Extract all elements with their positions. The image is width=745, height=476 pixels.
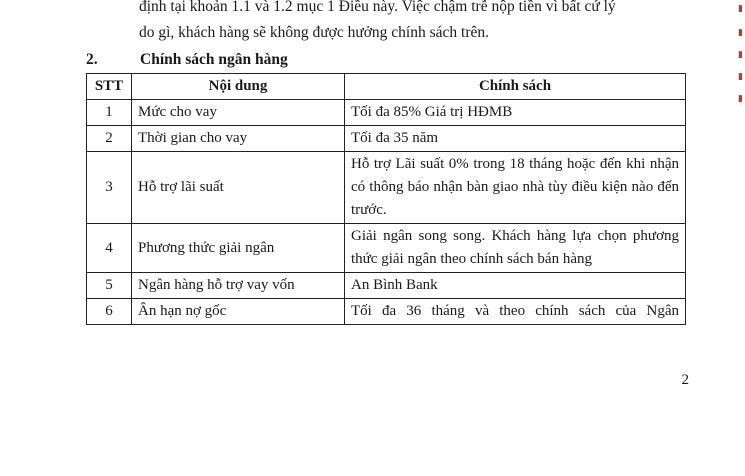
row-policy: Tối đa 35 năm bbox=[345, 126, 686, 152]
table-row bbox=[87, 299, 686, 325]
table-row bbox=[87, 273, 686, 299]
intro-line-2: do gì, khách hàng sẽ không được hưởng chính sách trên. bbox=[139, 24, 490, 41]
row-policy: Hỗ trợ Lãi suất 0% trong 18 tháng hoặc đến khi nhận có thông báo nhận bàn giao nhà tùy điều kiện nào đến trước. bbox=[345, 152, 686, 224]
section-number: 2. bbox=[86, 51, 98, 68]
section-title: Chính sách ngân hàng bbox=[140, 51, 288, 68]
row-stt: 3 bbox=[87, 152, 132, 224]
row-stt: 1 bbox=[87, 100, 132, 126]
header-content: Nội dung bbox=[132, 74, 345, 100]
row-content: Phương thức giải ngân bbox=[132, 224, 345, 273]
row-stt: 4 bbox=[87, 224, 132, 273]
row-policy: Tối đa 36 tháng và theo chính sách của Ngân bbox=[345, 299, 686, 325]
table-row bbox=[87, 224, 686, 273]
page-number: 2 bbox=[681, 372, 689, 388]
row-policy: Giải ngân song song. Khách hàng lựa chọn phương thức giải ngân theo chính sách bán hàng bbox=[345, 224, 686, 273]
section-heading bbox=[86, 51, 288, 69]
row-content: Ngân hàng hỗ trợ vay vốn bbox=[132, 273, 345, 299]
table-row bbox=[87, 126, 686, 152]
row-policy: Tối đa 85% Giá trị HĐMB bbox=[345, 100, 686, 126]
table-header-row bbox=[87, 74, 686, 100]
row-content: Mức cho vay bbox=[132, 100, 345, 126]
header-policy: Chính sách bbox=[345, 74, 686, 100]
intro-paragraph bbox=[139, 0, 699, 46]
table-row bbox=[87, 100, 686, 126]
intro-line-1: định tại khoản 1.1 và 1.2 mục 1 Điều này. Việc chậm trễ nộp tiền vì bất cứ lý bbox=[139, 0, 616, 15]
bank-policy-table bbox=[86, 73, 686, 325]
row-stt: 5 bbox=[87, 273, 132, 299]
stamp-edge-mark: ▮ ▮ ▮ ▮ ▮ bbox=[738, 4, 743, 104]
table-row bbox=[87, 152, 686, 224]
row-content: Hỗ trợ lãi suất bbox=[132, 152, 345, 224]
header-stt: STT bbox=[87, 74, 132, 100]
row-content: Ân hạn nợ gốc bbox=[132, 299, 345, 325]
row-stt: 6 bbox=[87, 299, 132, 325]
row-stt: 2 bbox=[87, 126, 132, 152]
row-content: Thời gian cho vay bbox=[132, 126, 345, 152]
row-policy: An Bình Bank bbox=[345, 273, 686, 299]
